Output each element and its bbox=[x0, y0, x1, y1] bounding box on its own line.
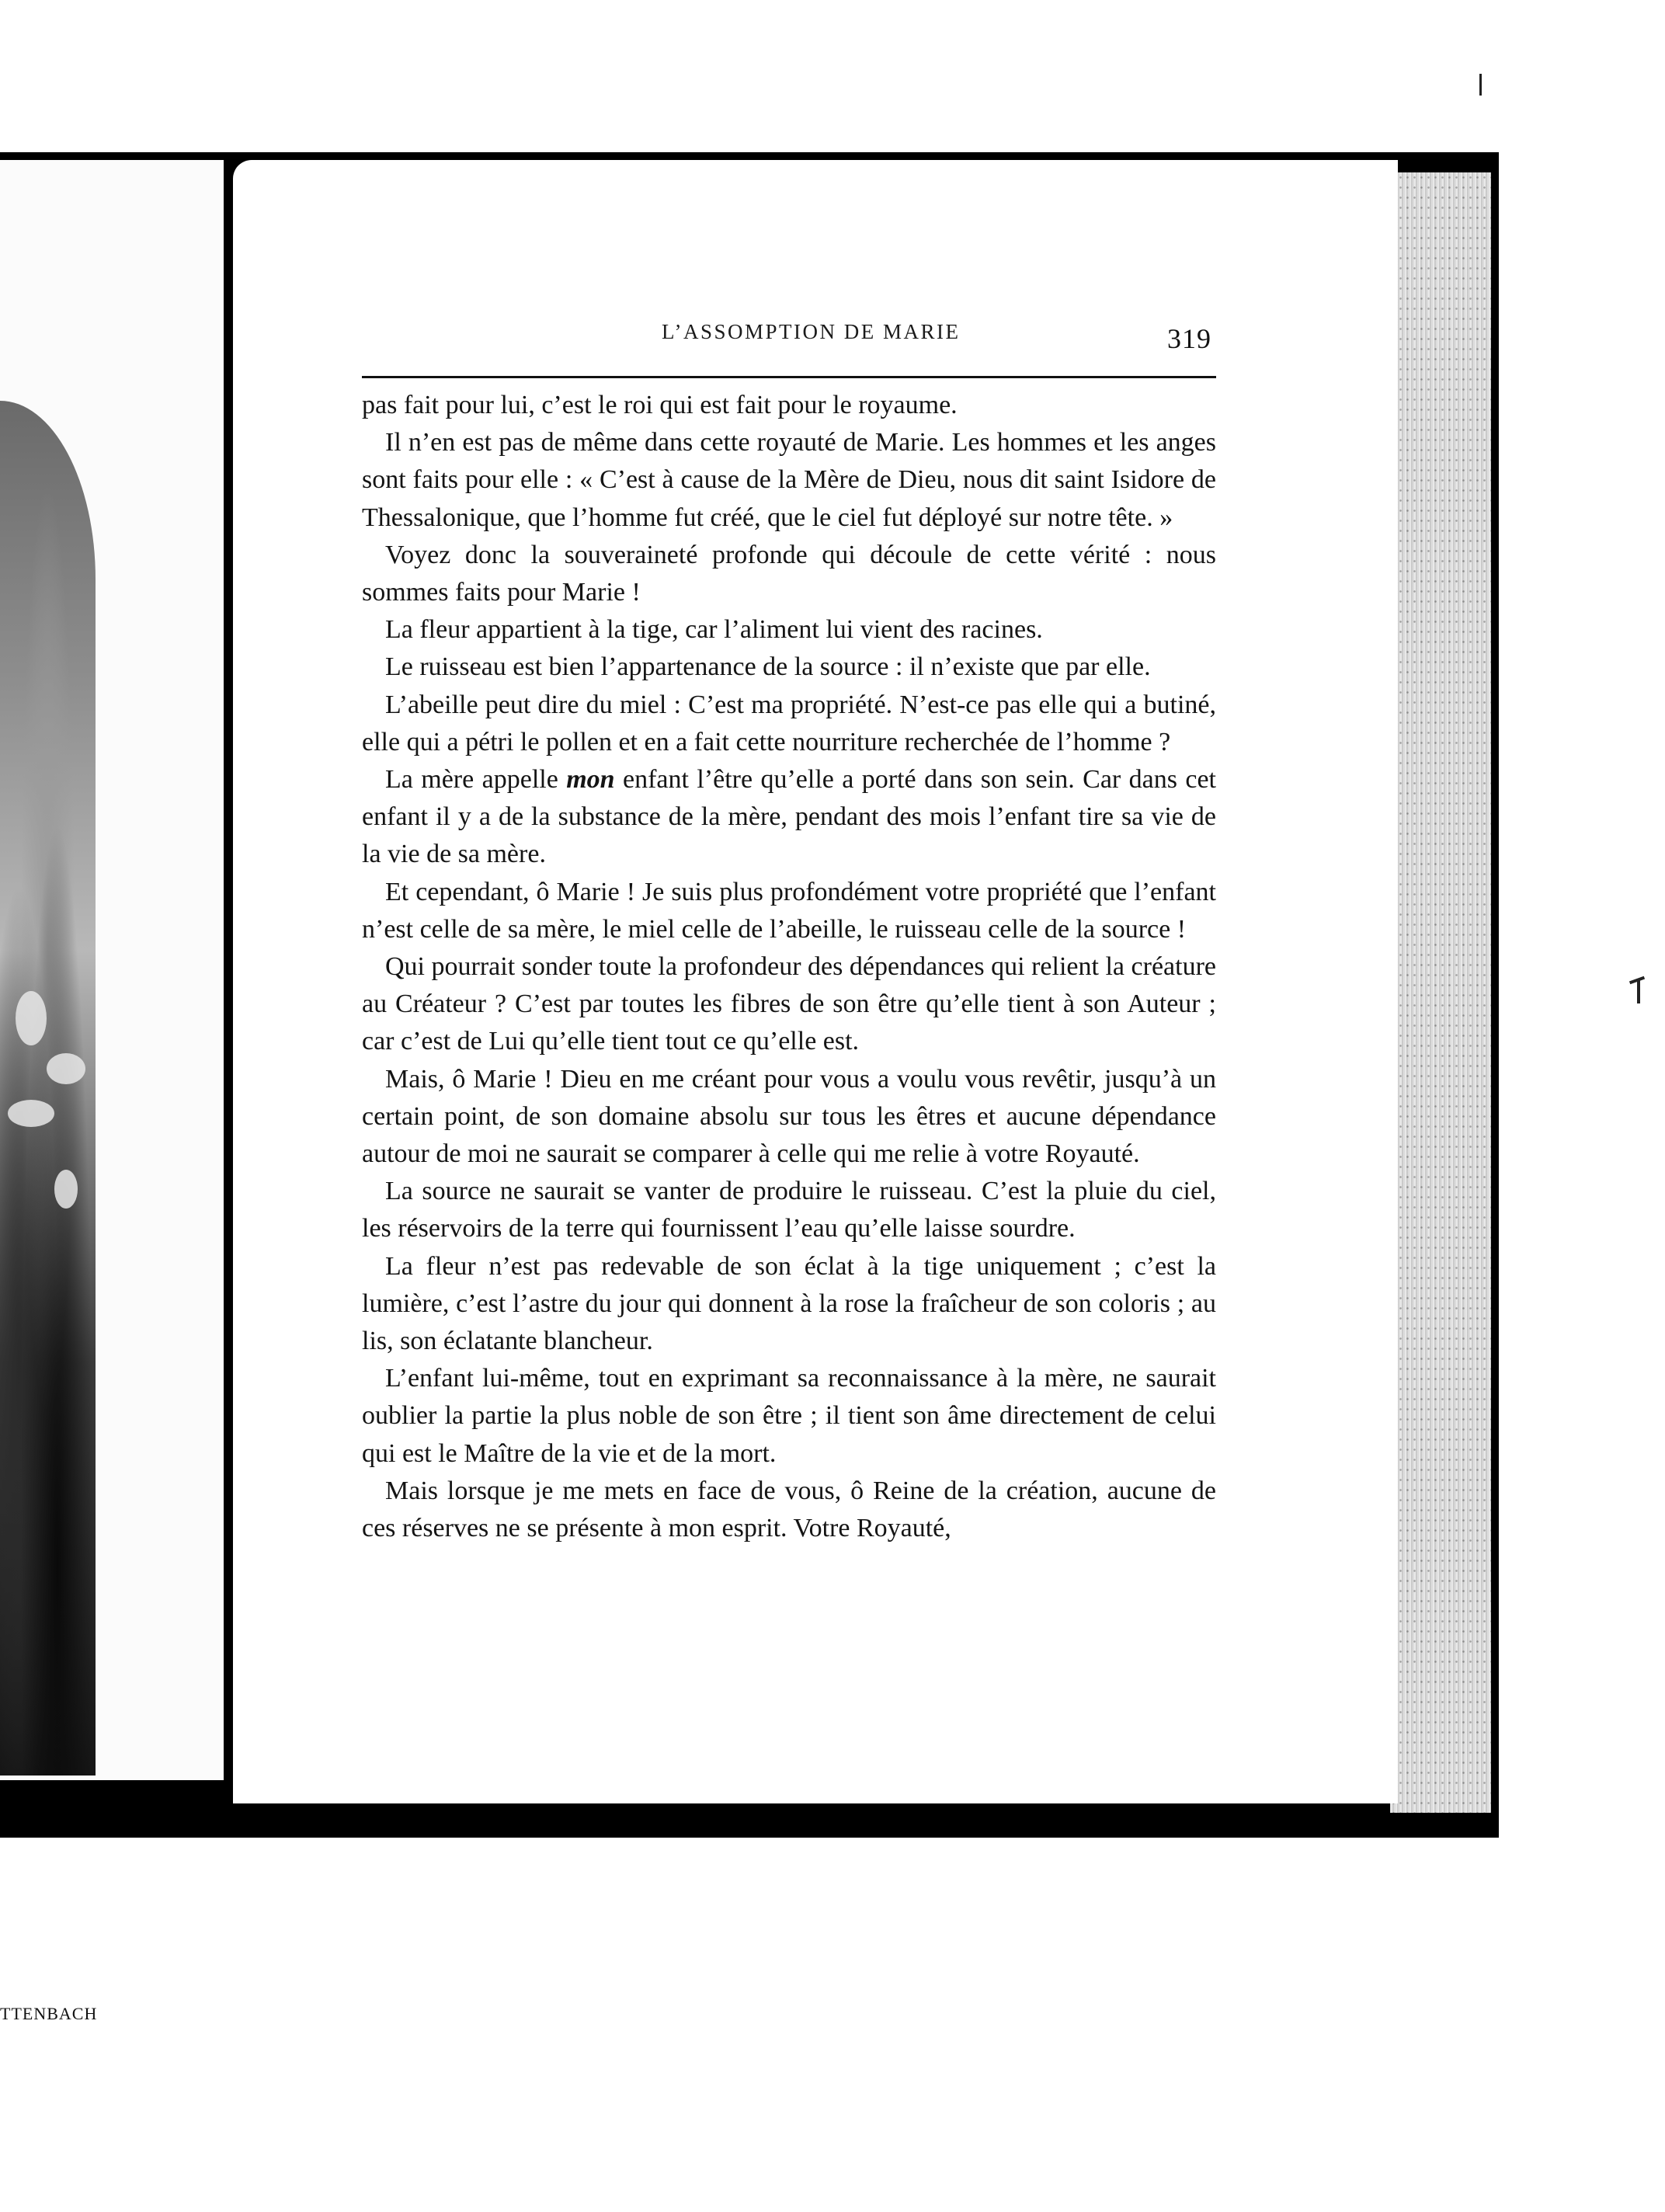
paragraph: Voyez donc la souveraineté profonde qui découle de cette vérité : nous sommes faits pour Marie ! bbox=[362, 540, 1216, 607]
book-gutter bbox=[224, 160, 233, 1780]
paragraph: Mais, ô Marie ! Dieu en me créant pour vous a voulu vous revêtir, jusqu’à un certain point, de son domaine absolu sur tous les êtres et aucune dépendance autour de moi ne saurait se comparer à celle qui me relie à votre Royauté. bbox=[362, 1064, 1216, 1169]
paragraph: Il n’en est pas de même dans cette royauté de Marie. Les hommes et les anges sont faits pour elle : « C’est à cause de la Mère de Dieu, nous dit saint Isidore de Thessalonique, que l’homme fut créé, que le ciel fut déployé sur notre tête. » bbox=[362, 428, 1216, 532]
paragraph: pas fait pour lui, c’est le roi qui est fait pour le royaume. bbox=[362, 391, 958, 419]
body-text bbox=[362, 387, 1216, 1547]
page-edges bbox=[1390, 172, 1491, 1813]
paragraph: Et cependant, ô Marie ! Je suis plus profondément votre propriété que l’enfant n’est celle de sa mère, le miel celle de l’abeille, le ruisseau celle de la source ! bbox=[362, 877, 1216, 944]
photograph-plate bbox=[0, 401, 96, 1776]
paragraph: Qui pourrait sonder toute la profondeur des dépendances qui relient la créature au Créateur ? C’est par toutes les fibres de son être qu’elle tient à son Auteur ; car c’est de Lui qu’elle tient tout ce qu’elle est. bbox=[362, 952, 1216, 1056]
paragraph: Le ruisseau est bien l’appartenance de la source : il n’existe que par elle. bbox=[385, 652, 1151, 682]
paragraph-text: enfant l’être qu’elle a porté dans son sein. bbox=[614, 765, 1075, 795]
paragraph-text: La mère appelle bbox=[385, 765, 567, 795]
left-page bbox=[0, 160, 224, 2023]
scan-speck bbox=[1637, 980, 1640, 1003]
lily-flower bbox=[16, 991, 47, 1045]
lily-flower bbox=[54, 1170, 78, 1209]
plate-caption: TTENBACH bbox=[0, 2004, 98, 2023]
lily-flower bbox=[8, 1100, 54, 1127]
paragraph: Mais lorsque je me mets en face de vous, ô Reine de la création, aucune de ces réserves ne se présente à mon esprit. Votre Royauté, bbox=[362, 1476, 1216, 1543]
paragraph-text: Car dans cet enfant il y a de la substance de la mère, pendant des mois l’enfant tire sa vie de la vie de sa mère. bbox=[362, 765, 1217, 869]
emphasis-word: mon bbox=[566, 765, 615, 795]
running-head: L’ASSOMPTION DE MARIE bbox=[662, 320, 961, 343]
header-rule bbox=[362, 376, 1216, 378]
paragraph bbox=[362, 761, 1216, 874]
scan-speck bbox=[1479, 74, 1482, 96]
paragraph: La fleur n’est pas redevable de son éclat à la tige uniquement ; c’est la lumière, c’est l’astre du jour qui donnent à la rose la fraîcheur de son coloris ; au lis, son éclatante blancheur. bbox=[362, 1251, 1216, 1356]
paragraph: La fleur appartient à la tige, car l’aliment lui vient des racines. bbox=[385, 615, 1043, 645]
page-number: 319 bbox=[1167, 323, 1211, 354]
lily-flower bbox=[47, 1053, 85, 1084]
paragraph: La source ne saurait se vanter de produire le ruisseau. C’est la pluie du ciel, les réservoirs de la terre qui fournissent l’eau qu’elle laisse sourdre. bbox=[362, 1177, 1216, 1243]
paragraph: L’enfant lui-même, tout en exprimant sa reconnaissance à la mère, ne saurait oublier la partie la plus noble de son être ; il tient son âme directement de celui qui est le Maître de la vie et de la mort. bbox=[362, 1364, 1216, 1468]
paragraph: L’abeille peut dire du miel : C’est ma propriété. N’est-ce pas elle qui a butiné, elle qui a pétri le pollen et en a fait cette nourriture recherchée de l’homme ? bbox=[362, 690, 1216, 756]
